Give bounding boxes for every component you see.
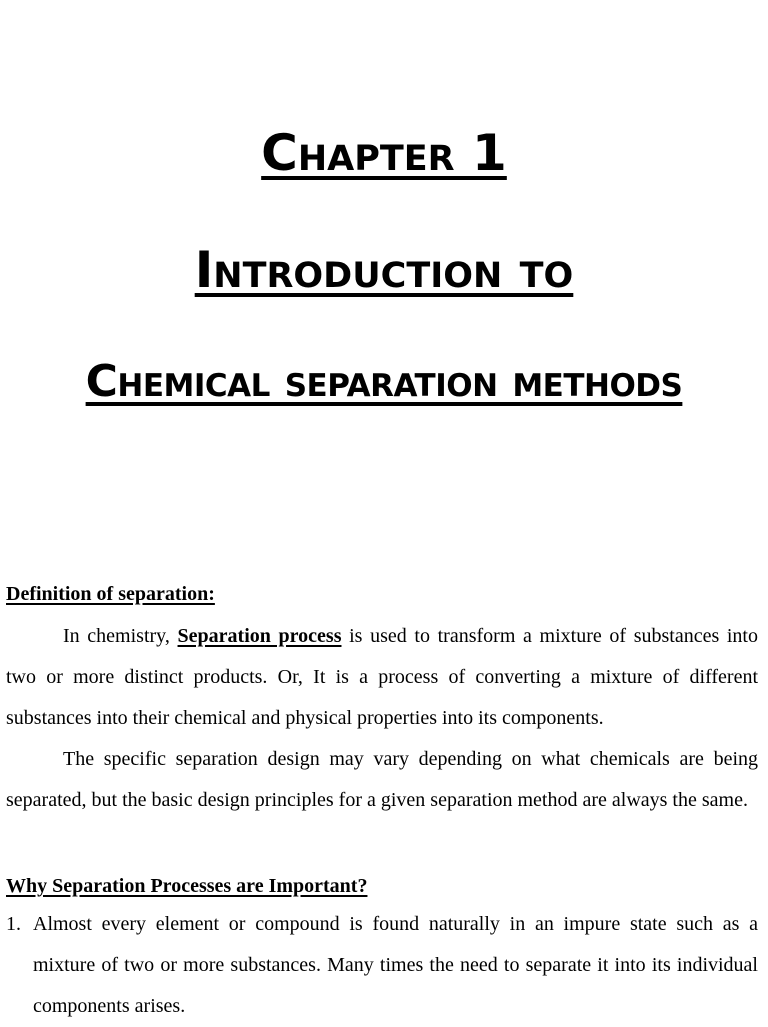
definition-body [6,616,758,821]
chapter-subtitle-line2: Chemical separation methods [85,356,683,407]
definition-paragraph-1 [6,616,758,739]
chapter-subtitle-line1: Introduction to [194,241,574,299]
keyword-separation-process: Separation process [177,625,342,647]
list-item-number: 1. [6,913,21,935]
section-heading-definition: Definition of separation: [6,583,215,605]
paragraph-text: In chemistry, [63,625,178,647]
paragraph-text: is used to transform a mixture of substances into two or more distinct products. Or, It is a process of converting a mixture of different substances into their chemical and physical properties into its components. [6,625,758,729]
definition-paragraph-2: The specific separation design may vary depending on what chemicals are being separated, but the basic design principles for a given separation method are always the same. [6,748,758,811]
list-item-text: Almost every element or compound is found naturally in an impure state such as a mixture of two or more substances. Many times the need to separate it into its individual components arises. [33,913,758,1017]
importance-list [6,904,758,1027]
chapter-title: Chapter 1 [261,124,507,182]
section-heading-importance: Why Separation Processes are Important? [6,875,368,897]
list-item [6,904,758,1027]
